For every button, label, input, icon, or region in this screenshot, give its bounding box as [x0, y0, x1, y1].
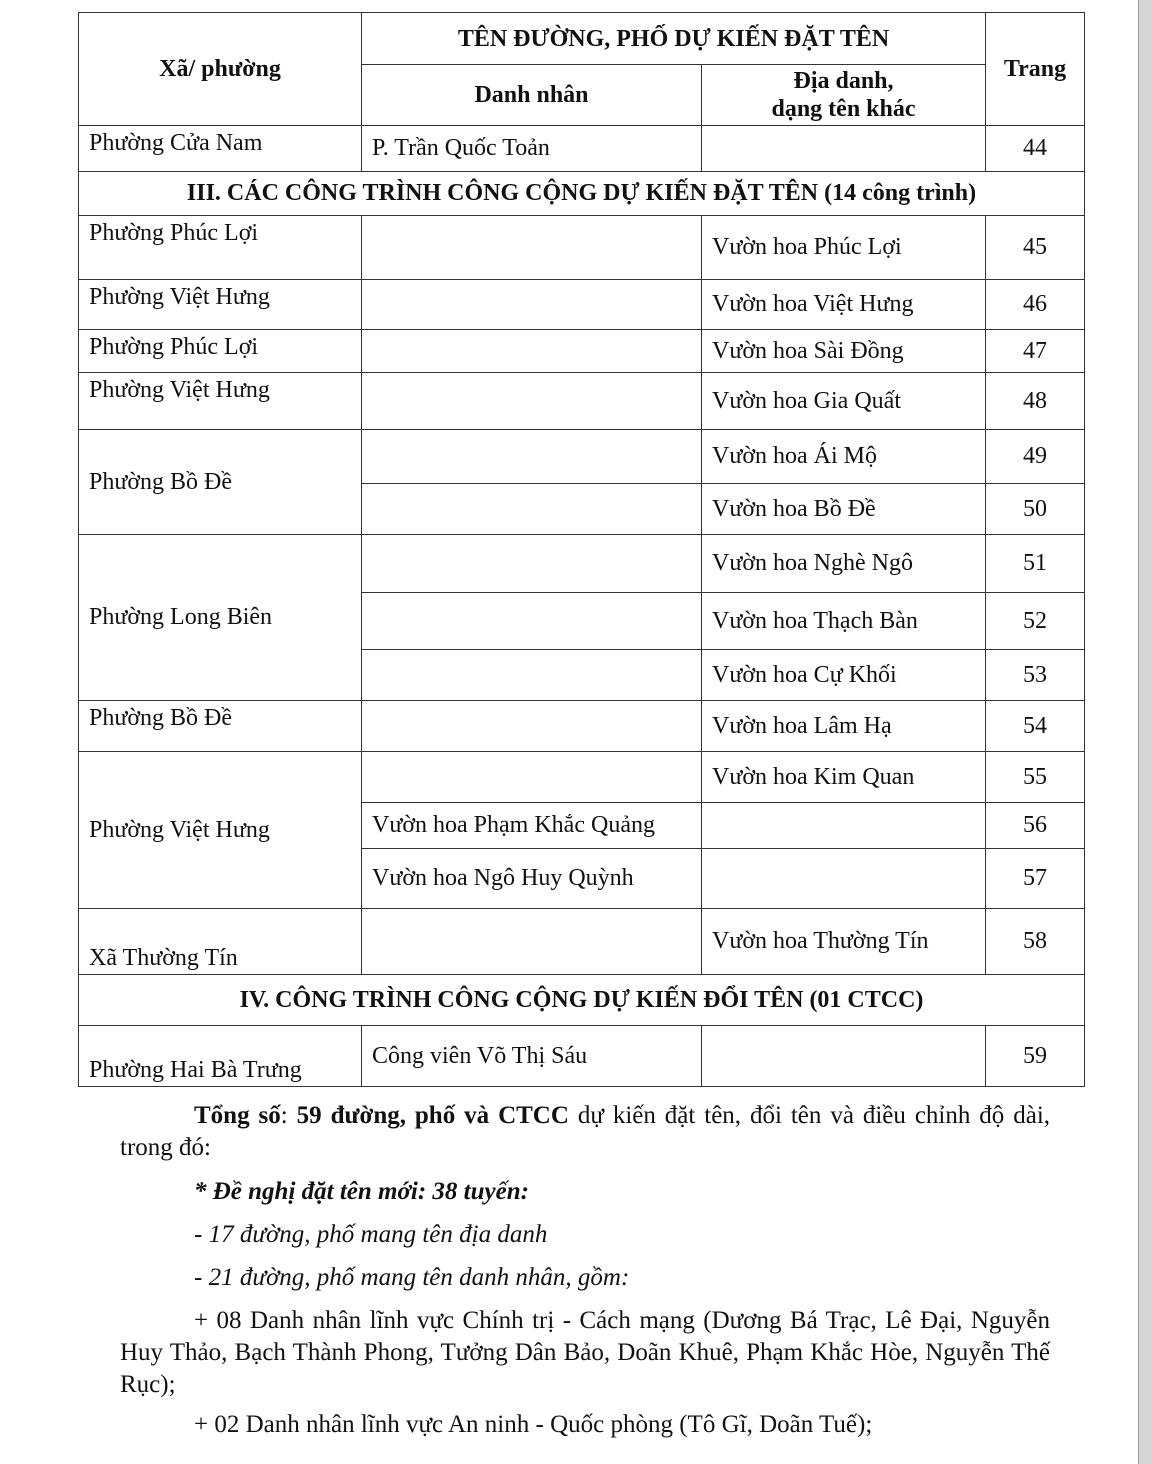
list-item: + 08 Danh nhân lĩnh vực Chính trị - Cách mạng (Dương Bá Trạc, Lê Đại, Nguyễn Huy Thảo, Bạch Thành Phong, Tưởng Dân Bảo, Doãn Khuê, Phạm Khắc Hòe, Nguyễn Thế Rục);: [120, 1307, 1050, 1398]
person-cell: [362, 280, 702, 330]
place-cell: Vườn hoa Phúc Lợi: [702, 216, 986, 280]
person-cell: [362, 752, 702, 803]
summary-total-rest: dự kiến đặt tên, đổi tên và điều chỉnh độ dài, trong đó:: [120, 1102, 1051, 1161]
page-cell: 51: [986, 535, 1085, 593]
header-place-line1: Địa danh,: [793, 68, 894, 94]
page-cell: 48: [986, 373, 1085, 430]
person-cell: [362, 701, 702, 752]
place-cell: Vườn hoa Cự Khối: [702, 650, 986, 701]
person-cell: [362, 535, 702, 593]
page-cell: 58: [986, 909, 1085, 975]
ward-cell: Phường Cửa Nam: [79, 126, 362, 172]
list-item: + 02 Danh nhân lĩnh vực An ninh - Quốc phòng (Tô Gĩ, Doãn Tuế);: [194, 1411, 873, 1438]
person-cell: [362, 216, 702, 280]
place-cell: Vườn hoa Thường Tín: [702, 909, 986, 975]
page-cell: 56: [986, 803, 1085, 849]
table-row: [79, 909, 1085, 975]
place-cell: [702, 849, 986, 909]
header-page: Trang: [986, 13, 1085, 126]
table-row: [79, 1026, 1085, 1087]
person-cell: [362, 373, 702, 430]
place-cell: Vườn hoa Bồ Đề: [702, 484, 986, 535]
page-cell: 53: [986, 650, 1085, 701]
table-row: [79, 430, 1085, 484]
place-cell: Vườn hoa Sài Đồng: [702, 330, 986, 373]
place-cell: [702, 1026, 986, 1087]
table-row: [79, 373, 1085, 430]
proposal-heading: * Đề nghị đặt tên mới: 38 tuyến:: [194, 1178, 529, 1205]
streets-table: [78, 12, 1085, 1087]
ward-cell: Phường Việt Hưng: [79, 373, 362, 430]
ward-cell: Phường Bồ Đề: [79, 430, 362, 535]
place-cell: Vườn hoa Nghè Ngô: [702, 535, 986, 593]
person-cell: Vườn hoa Ngô Huy Quỳnh: [362, 849, 702, 909]
person-cell: [362, 650, 702, 701]
section-3-title: III. CÁC CÔNG TRÌNH CÔNG CỘNG DỰ KIẾN ĐẶT TÊN (14 công trình): [79, 172, 1085, 216]
header-ward: Xã/ phường: [79, 13, 362, 126]
table-row: [79, 752, 1085, 803]
header-place-line2: dạng tên khác: [771, 96, 916, 122]
place-cell: [702, 803, 986, 849]
summary-total-label: Tổng số: [194, 1102, 281, 1129]
person-cell: [362, 484, 702, 535]
ward-cell: Phường Long Biên: [79, 535, 362, 701]
header-person: Danh nhân: [362, 65, 702, 126]
ward-cell: Phường Hai Bà Trưng: [79, 1026, 362, 1087]
ward-cell: Phường Việt Hưng: [79, 752, 362, 909]
table-row: [79, 126, 1085, 172]
list-item: - 21 đường, phố mang tên danh nhân, gồm:: [194, 1264, 630, 1291]
page-cell: 45: [986, 216, 1085, 280]
header-group-title: TÊN ĐƯỜNG, PHỐ DỰ KIẾN ĐẶT TÊN: [362, 13, 986, 65]
summary-paragraph: [120, 1100, 1050, 1164]
table-row: [79, 330, 1085, 373]
table-row: [79, 535, 1085, 593]
page-cell: 49: [986, 430, 1085, 484]
table-row: [79, 280, 1085, 330]
page-cell: 57: [986, 849, 1085, 909]
page-edge: [1138, 0, 1152, 1464]
ward-cell: Phường Việt Hưng: [79, 280, 362, 330]
page-cell: 55: [986, 752, 1085, 803]
person-cell: Công viên Võ Thị Sáu: [362, 1026, 702, 1087]
place-cell: Vườn hoa Ái Mộ: [702, 430, 986, 484]
ward-cell: Phường Bồ Đề: [79, 701, 362, 752]
table-row: [79, 216, 1085, 280]
place-cell: Vườn hoa Lâm Hạ: [702, 701, 986, 752]
place-cell: Vườn hoa Kim Quan: [702, 752, 986, 803]
person-cell: Vườn hoa Phạm Khắc Quảng: [362, 803, 702, 849]
page-cell: 52: [986, 593, 1085, 650]
summary-total-colon: :: [280, 1102, 288, 1129]
page-cell: 50: [986, 484, 1085, 535]
ward-cell: Phường Phúc Lợi: [79, 216, 362, 280]
table-row: [79, 701, 1085, 752]
ward-cell: Xã Thường Tín: [79, 909, 362, 975]
list-item: - 17 đường, phố mang tên địa danh: [194, 1221, 548, 1248]
place-cell: Vườn hoa Thạch Bàn: [702, 593, 986, 650]
section-4-title: IV. CÔNG TRÌNH CÔNG CỘNG DỰ KIẾN ĐỔI TÊN (01 CTCC): [79, 975, 1085, 1026]
place-cell: [702, 126, 986, 172]
summary-total-count: 59 đường, phố và CTCC: [296, 1102, 569, 1129]
person-cell: [362, 430, 702, 484]
page-cell: 47: [986, 330, 1085, 373]
page-cell: 59: [986, 1026, 1085, 1087]
page-cell: 44: [986, 126, 1085, 172]
page-cell: 54: [986, 701, 1085, 752]
ward-cell: Phường Phúc Lợi: [79, 330, 362, 373]
page-cell: 46: [986, 280, 1085, 330]
place-cell: Vườn hoa Gia Quất: [702, 373, 986, 430]
person-cell: P. Trần Quốc Toản: [362, 126, 702, 172]
person-cell: [362, 909, 702, 975]
header-place: [702, 65, 986, 126]
person-cell: [362, 593, 702, 650]
place-cell: Vườn hoa Việt Hưng: [702, 280, 986, 330]
person-cell: [362, 330, 702, 373]
